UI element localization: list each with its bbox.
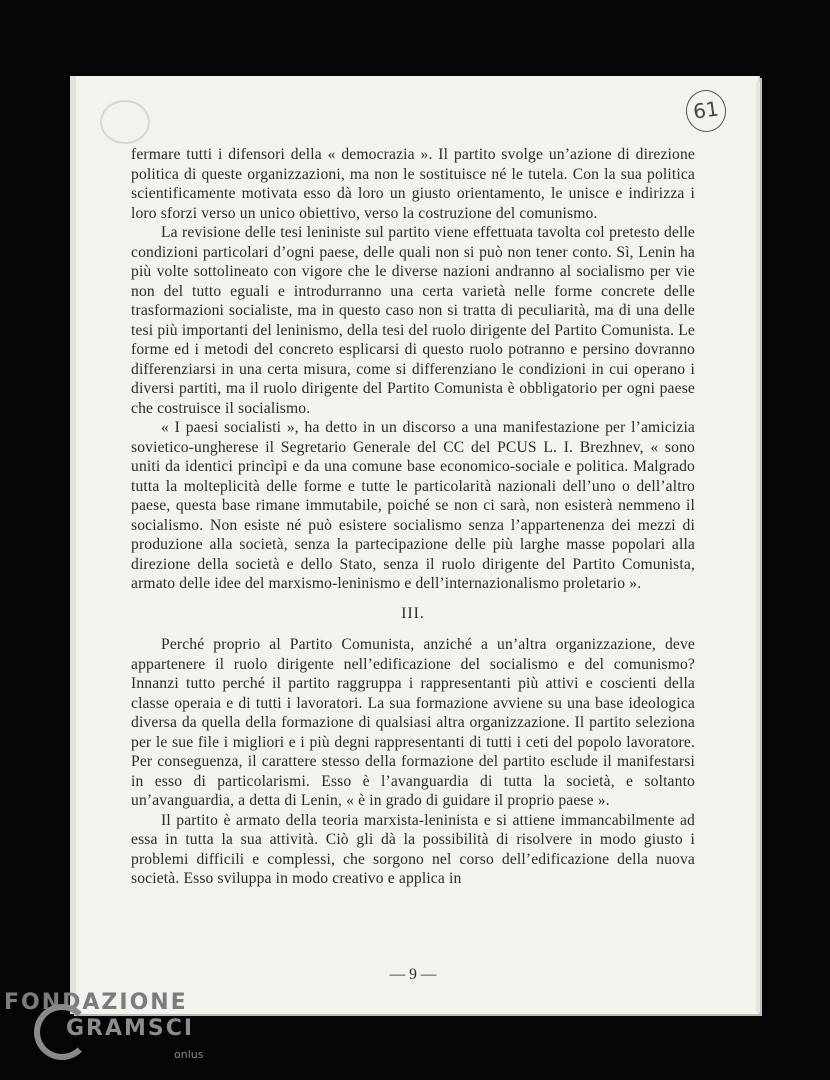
page-number: — 9 — <box>389 966 437 983</box>
logo-line-1: FONDAZIONE <box>4 990 188 1015</box>
paragraph-3: « I paesi socialisti », ha detto in un discorso a una manifestazione per l’amicizia sovietico-ungherese il Segretario Generale del CC del PCUS L. I. Brezhnev, « sono uniti da identici princìpi e da una comune base economico-sociale e politica. Malgrado tutta la molteplicità delle forme e tutte le particolarità nazionali dell’uno o dell’altro paese, questa base rimane immutabile, poiché se non ci sarà, non esisterà nemmeno il socialismo. Non esiste né può esistere socialismo senza l’appartenenza dei mezzi di produzione alla società, senza la partecipazione delle più larghe masse popolari alla direzione della società e dello Stato, senza il ruolo dirigente del Partito Comunista, armato delle idee del marxismo-leninismo e dell’internazionalismo proletario ». <box>131 419 695 592</box>
logo-line-3: onlus <box>174 1048 204 1061</box>
bleed-through-mark <box>100 100 150 144</box>
paragraph-4: Perché proprio al Partito Comunista, anziché a un’altra organizzazione, deve appartenere il ruolo dirigente nell’edificazione del socialismo e del comunismo? Innanzi tutto perché il partito raggruppa i rappresentanti più attivi e coscienti della classe operaia e di tutti i lavoratori. La sua formazione avviene su una base ideologica diversa da quella della formazione di qualsiasi altra organizzazione. Il partito seleziona per le sue file i migliori e i più degni rappresentanti di tutti i ceti del popolo lavoratore. Per conseguenza, il carattere stesso della formazione del partito esclude il manifestarsi in esso di particolarismi. Esso è l’avanguardia di tutta la società, e soltanto un’avanguardia, a detta di Lenin, « è in grado di guidare il proprio paese ». <box>131 636 695 809</box>
fondazione-gramsci-logo <box>4 986 234 1076</box>
page-binding-edge <box>70 76 76 1014</box>
paragraph-2: La revisione delle tesi leniniste sul partito viene effettuata tavolta col pretesto delle condizioni particolari d’ogni paese, delle quali non si può non tener conto. Sì, Lenin ha più volte sottolineato con vigore che le diverse nazioni andranno al socialismo per vie non del tutto eguali e introdurranno una certa varietà nelle forme concrete delle trasformazioni socialiste, ma in questo caso non si tratta di peculiarità, ma di una delle tesi più importanti del leninismo, della tesi del ruolo dirigente del Partito Comunista. Le forme ed i metodi del concreto esplicarsi di questo ruolo potranno e persino dovranno differenziarsi in una certa misura, come si differenziano le condizioni in cui operano i diversi partiti, ma il ruolo dirigente del Partito Comunista è obbligatorio per ogni paese che costruisce il socialismo. <box>131 224 695 417</box>
body-text <box>131 145 695 889</box>
section-heading: III. <box>401 604 425 622</box>
paragraph-5: Il partito è armato della teoria marxista-leninista e si attiene immancabilmente ad essa in tutta la sua attività. Ciò gli dà la possibilità di risolvere in modo giusto i problemi difficili e complessi, che sorgono nel corso dell’edificazione della nuova società. Esso sviluppa in modo creativo e applica in <box>131 811 695 887</box>
logo-line-2: GRAMSCI <box>66 1016 195 1041</box>
paragraph-1: fermare tutti i difensori della « democrazia ». Il partito svolge un’azione di direzione politica di queste organizzazioni, ma non le sostituisce né le tutela. Con la sua politica scientificamente motivata esso dà loro un giusto orientamento, le unisce e indirizza i loro sforzi verso un unico obiettivo, verso la costruzione del comunismo. <box>131 146 695 222</box>
pencil-page-annotation: 61 <box>683 87 728 134</box>
page-right-edge <box>756 82 760 1012</box>
